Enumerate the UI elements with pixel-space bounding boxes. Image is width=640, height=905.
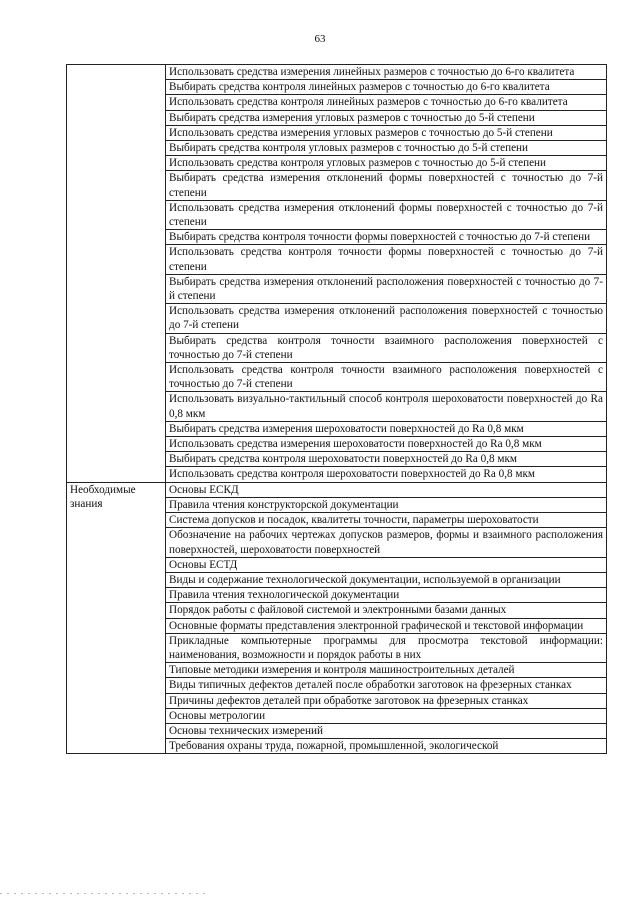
page-number: 63 xyxy=(314,33,326,45)
knowledge-cell: Система допусков и посадок, квалитеты точности, параметры шероховатости xyxy=(166,513,607,528)
knowledge-cell: Порядок работы с файловой системой и электронными базами данных xyxy=(166,603,607,618)
skill-cell: Выбирать средства контроля точности взаимного расположения поверхностей с точностью до 7-й степени xyxy=(166,333,607,362)
skill-cell: Выбирать средства измерения отклонений расположения поверхностей с точностью до 7-й степени xyxy=(166,274,607,303)
skill-cell: Выбирать средства измерения шероховатости поверхностей до Ra 0,8 мкм xyxy=(166,421,607,436)
knowledge-cell: Основы технических измерений xyxy=(166,723,607,738)
skill-cell: Использовать средства контроля угловых размеров с точностью до 5-й степени xyxy=(166,156,607,171)
knowledge-cell: Виды типичных дефектов деталей после обработки заготовок на фрезерных станках xyxy=(166,678,607,693)
knowledge-cell: Основные форматы представления электронной графической и текстовой информации xyxy=(166,618,607,633)
knowledge-cell: Основы метрологии xyxy=(166,708,607,723)
skill-cell: Использовать средства контроля линейных размеров с точностью до 6-го квалитета xyxy=(166,95,607,110)
skills-label-cell xyxy=(67,65,166,483)
skill-cell: Использовать средства измерения отклонений расположения поверхностей с точностью до 7-й степени xyxy=(166,304,607,333)
requirements-table-body xyxy=(67,65,607,754)
skill-cell: Использовать средства контроля точности формы поверхностей с точностью до 7-й степени xyxy=(166,245,607,274)
knowledge-label-cell xyxy=(67,482,166,754)
skill-cell: Использовать средства контроля шероховатости поверхностей до Ra 0,8 мкм xyxy=(166,467,607,482)
skill-cell: Выбирать средства контроля точности формы поверхностей с точностью до 7-й степени xyxy=(166,230,607,245)
skill-cell: Использовать средства контроля точности взаимного расположения поверхностей с точностью до 7-й степени xyxy=(166,363,607,392)
skill-cell: Использовать средства измерения шероховатости поверхностей до Ra 0,8 мкм xyxy=(166,437,607,452)
knowledge-cell: Требования охраны труда, пожарной, промышленной, экологической xyxy=(166,739,607,754)
skill-cell: Выбирать средства измерения отклонений формы поверхностей с точностью до 7-й степени xyxy=(166,171,607,200)
skill-cell: Выбирать средства контроля линейных размеров с точностью до 6-го квалитета xyxy=(166,80,607,95)
knowledge-cell: Основы ЕСТД xyxy=(166,557,607,572)
skill-cell: Выбирать средства измерения угловых размеров с точностью до 5-й степени xyxy=(166,110,607,125)
knowledge-cell: Правила чтения конструкторской документации xyxy=(166,497,607,512)
knowledge-row xyxy=(67,482,607,497)
requirements-table xyxy=(66,64,607,754)
knowledge-cell: Обозначение на рабочих чертежах допусков размеров, формы и взаимного расположения поверхностей, шероховатости поверхностей xyxy=(166,528,607,557)
skill-cell: Использовать средства измерения отклонений формы поверхностей с точностью до 7-й степени xyxy=(166,200,607,229)
skill-cell: Выбирать средства контроля угловых размеров с точностью до 5-й степени xyxy=(166,141,607,156)
scan-artifact-line xyxy=(0,893,210,894)
knowledge-cell: Правила чтения технологической документации xyxy=(166,588,607,603)
skill-cell: Использовать визуально-тактильный способ контроля шероховатости поверхностей до Ra 0,8 мкм xyxy=(166,392,607,421)
skill-cell: Использовать средства измерения линейных размеров с точностью до 6-го квалитета xyxy=(166,65,607,80)
skill-cell: Выбирать средства контроля шероховатости поверхностей до Ra 0,8 мкм xyxy=(166,452,607,467)
skill-row xyxy=(67,65,607,80)
knowledge-cell: Прикладные компьютерные программы для просмотра текстовой информации: наименования, возможности и порядок работы в них xyxy=(166,633,607,662)
knowledge-label: Необходимые знания xyxy=(70,483,136,510)
knowledge-cell: Виды и содержание технологической документации, используемой в организации xyxy=(166,572,607,587)
knowledge-cell: Основы ЕСКД xyxy=(166,482,607,497)
knowledge-cell: Типовые методики измерения и контроля машиностроительных деталей xyxy=(166,663,607,678)
skill-cell: Использовать средства измерения угловых размеров с точностью до 5-й степени xyxy=(166,125,607,140)
knowledge-cell: Причины дефектов деталей при обработке заготовок на фрезерных станках xyxy=(166,693,607,708)
